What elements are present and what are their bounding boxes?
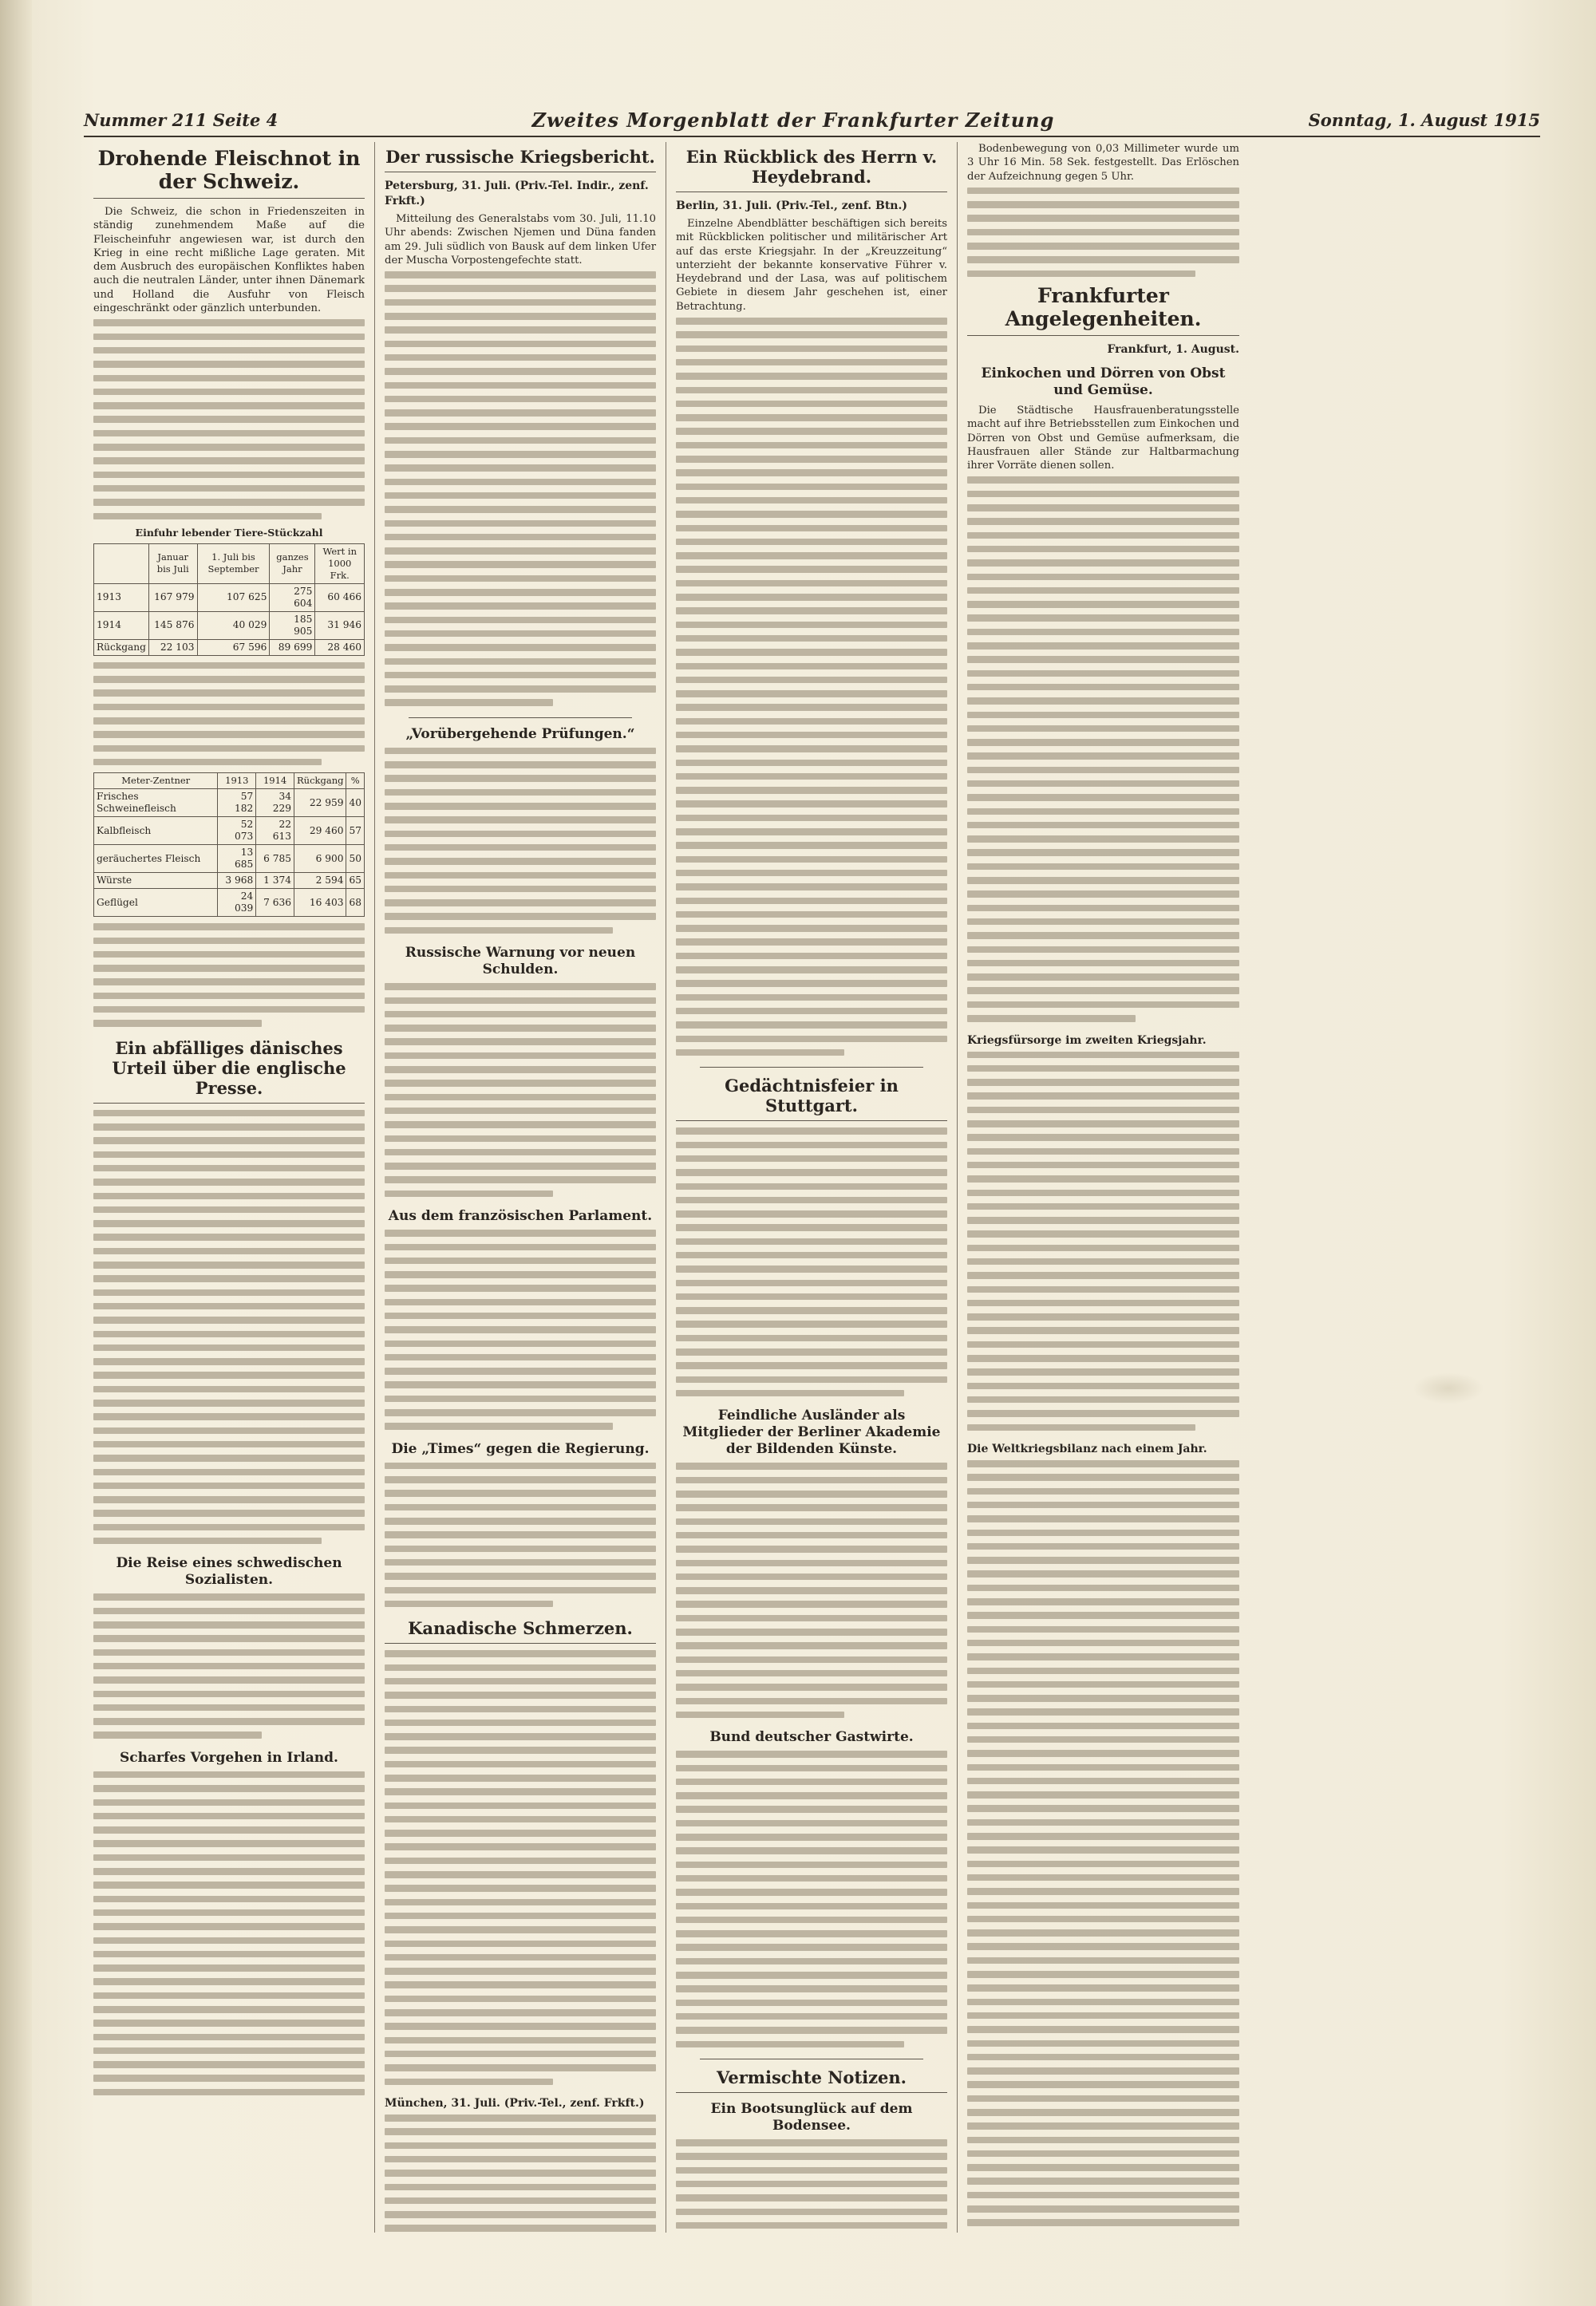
- body-text-block: [93, 1593, 365, 1738]
- body-text-block: [93, 662, 365, 766]
- issue-number: Nummer 211 Seite 4: [84, 109, 279, 130]
- article-daenisches-urteil: [93, 1038, 365, 1545]
- body-text-block: [93, 1771, 365, 2095]
- article-russischer-kriegsbericht: [385, 147, 656, 706]
- body-text-block: [967, 1460, 1239, 2233]
- article-kanadische-schmerzen: [385, 1618, 656, 2085]
- headline-gedaechtnisfeier: Gedächtnisfeier in Stuttgart.: [676, 1076, 947, 1121]
- column-1: [84, 142, 375, 2233]
- column-2: [375, 142, 666, 2233]
- headline-gastwirte: Bund deutscher Gastwirte.: [709, 1729, 914, 1746]
- headline-kanadische-schmerzen: Kanadische Schmerzen.: [385, 1618, 656, 1644]
- body-text-block: [93, 319, 365, 519]
- body-text-block: [385, 1230, 656, 1430]
- table1-caption: Einfuhr lebender Tiere-Stückzahl: [135, 526, 323, 539]
- column-3: [666, 142, 958, 2233]
- article-franzoesisches-parlament: [385, 1208, 656, 1430]
- dateline-frankfurt: Frankfurt, 1. August.: [1107, 342, 1239, 356]
- article-kriegsfuersorge: [967, 1033, 1239, 1431]
- headline-bootsunglueck: Ein Bootsunglück auf dem Bodensee.: [710, 2101, 913, 2134]
- body-text-block: [967, 1052, 1239, 1431]
- headline-frankfurter-angelegenheiten: Frankfurter Angelegenheiten.: [967, 284, 1239, 336]
- meat-stats-table: Meter-Zentner 1913 1914 Rückgang % Frisches Schweinefleisch 57 182 34 229 22 959 40 Kalbfleisch 52 073 22 613 29 460 57 geräuchertes Fleisch 13 685 6 785 6 900 50 Würste 3 968 1 374 2 594 65 Geflügel 24 039 7 636 16 403 68: [93, 772, 365, 917]
- divider: [409, 717, 632, 718]
- article-kriegsbericht-lead: Mitteilung des Generalstabs vom 30. Juli, 11.10 Uhr abends: Zwischen Njemen und Düna fanden am 29. Juli südlich von Bausk auf dem linken Ufer der Muscha Vorpostengefechte statt.: [385, 213, 656, 267]
- dateline-muenchen: München, 31. Juli. (Priv.-Tel., zenf. Frkft.): [385, 2097, 645, 2111]
- headline-russischer-kriegsbericht: Der russische Kriegsbericht.: [385, 147, 656, 172]
- article-einkochen-lead: Die Städtische Hausfrauenberatungsstelle macht auf ihre Betriebsstellen zum Einkochen und Dörren von Obst und Gemüse aufmerksam, die Hausfrauen aller Stände zur Haltbarmachung ihrer Vorräte dienen sollen.: [967, 404, 1239, 472]
- article-vermischte-notizen: [676, 2067, 947, 2233]
- headline-irland: Scharfes Vorgehen in Irland.: [120, 1749, 338, 1766]
- column-4: [958, 142, 1249, 2233]
- article-schwedischer-sozialist: [93, 1555, 365, 1738]
- body-text-block: [385, 748, 656, 934]
- article-russische-warnung: [385, 945, 656, 1197]
- body-text-block: [93, 1110, 365, 1545]
- newspaper-title: Zweites Morgenblatt der Frankfurter Zeitung: [531, 108, 1055, 132]
- body-text-block: [967, 476, 1239, 1021]
- article-fleischnot-intro: Die Schweiz, die schon in Friedenszeiten in ständig zunehmendem Maße auf die Fleischeinfuhr angewiesen war, ist durch den Krieg in eine recht mißliche Lage geraten. Mit dem Ausbruch des europäischen Konfliktes haben auch die neutralen Länder, unter ihnen Dänemark und Holland die Ausfuhr von Fleisch eingeschränkt oder gänzlich unterbunden.: [93, 206, 365, 315]
- article-times-regierung: [385, 1441, 656, 1607]
- table-row: Würste 3 968 1 374 2 594 65: [94, 873, 365, 889]
- body-text-block: [676, 1751, 947, 2047]
- table-row: geräuchertes Fleisch 13 685 6 785 6 900 50: [94, 845, 365, 873]
- article-akademie: [676, 1408, 947, 1718]
- article-pruefungen: [385, 726, 656, 934]
- headline-fleischnot: Drohende Fleischnot in der Schweiz.: [93, 147, 365, 199]
- headline-kriegsfuersorge: Kriegsfürsorge im zweiten Kriegsjahr.: [967, 1033, 1207, 1047]
- dateline-petersburg: Petersburg, 31. Juli. (Priv.-Tel. Indir., zenf. Frkft.): [385, 180, 649, 207]
- body-text-block: [385, 271, 656, 706]
- headline-weltkriegsbilanz: Die Weltkriegsbilanz nach einem Jahr.: [967, 1443, 1207, 1456]
- article-continued-top: Bodenbewegung von 0,03 Millimeter wurde um 3 Uhr 16 Min. 58 Sek. festgestellt. Das Erlöschen der Aufzeichnung gegen 5 Uhr.: [967, 143, 1239, 183]
- body-text-block: [385, 2114, 656, 2233]
- article-gedaechtnisfeier: [676, 1076, 947, 1396]
- columns: [84, 142, 1540, 2233]
- headline-akademie: Feindliche Ausländer als Mitglieder der Berliner Akademie der Bildenden Künste.: [682, 1408, 941, 1458]
- body-text-block: [676, 318, 947, 1056]
- table-row: Frisches Schweinefleisch 57 182 34 229 22 959 40: [94, 789, 365, 817]
- headline-daenisches-urteil: Ein abfälliges dänisches Urteil über die englische Presse.: [93, 1038, 365, 1104]
- subheadline-einkochen: Einkochen und Dörren von Obst und Gemüse.: [981, 365, 1226, 398]
- article-frankfurter-angelegenheiten: [967, 284, 1239, 1022]
- divider: [700, 1067, 923, 1068]
- body-text-block: [385, 1463, 656, 1607]
- headline-russische-warnung: Russische Warnung vor neuen Schulden.: [405, 945, 636, 978]
- headline-franzoesisches-parlament: Aus dem französischen Parlament.: [388, 1208, 653, 1225]
- article-heydebrand: [676, 147, 947, 1056]
- headline-vermischte-notizen: Vermischte Notizen.: [676, 2067, 947, 2093]
- body-text-block: [676, 2139, 947, 2233]
- headline-pruefungen: „Vorübergehende Prüfungen.“: [405, 725, 635, 742]
- body-text-block: [385, 983, 656, 1197]
- headline-times-regierung: Die „Times“ gegen die Regierung.: [391, 1440, 650, 1457]
- body-text-block: [385, 1650, 656, 2085]
- import-stats-table: Januar bis Juli 1. Juli bis September ganzes Jahr Wert in 1000 Frk. 1913 167 979 107 625 275 604 60 466 1914 145 876 40 029 185 905 31 946 Rückgang 22 103 67 596 89 699 28 460: [93, 543, 365, 656]
- table-row: 1913 167 979 107 625 275 604 60 466: [94, 583, 365, 611]
- body-text-block: [93, 923, 365, 1027]
- article-irland: [93, 1750, 365, 2095]
- paper-stain: [1412, 1372, 1484, 1404]
- headline-schwedischer-sozialist: Die Reise eines schwedischen Sozialisten.: [116, 1555, 342, 1589]
- article-gastwirte: [676, 1729, 947, 2047]
- article-muenchen: [385, 2096, 656, 2233]
- article-heydebrand-lead: Einzelne Abendblätter beschäftigen sich bereits mit Rückblicken politischer und militärischer Art auf das erste Kriegsjahr. In der „Kreuzzeitung“ unterzieht der bekannte konservative Führer v. Heydebrand und der Lasa, was auf politischem Gebiete in diesem Jahr geschehen ist, einer Betrachtung.: [676, 218, 947, 313]
- table-row: Geflügel 24 039 7 636 16 403 68: [94, 889, 365, 917]
- body-text-block: [676, 1463, 947, 1718]
- issue-date: Sonntag, 1. August 1915: [1308, 109, 1540, 130]
- dateline-berlin: Berlin, 31. Juli. (Priv.-Tel., zenf. Btn.): [676, 199, 907, 212]
- table-row: Kalbfleisch 52 073 22 613 29 460 57: [94, 817, 365, 845]
- table-row: Rückgang 22 103 67 596 89 699 28 460: [94, 639, 365, 655]
- page-fold-shadow: [0, 0, 32, 2306]
- body-text-block: [676, 1127, 947, 1396]
- article-weltkriegsbilanz: [967, 1442, 1239, 2233]
- table-row: 1914 145 876 40 029 185 905 31 946: [94, 611, 365, 639]
- headline-heydebrand: Ein Rückblick des Herrn v. Heydebrand.: [676, 147, 947, 192]
- article-fleischnot: [93, 147, 365, 1027]
- masthead: [84, 104, 1540, 137]
- body-text-block: [967, 188, 1239, 277]
